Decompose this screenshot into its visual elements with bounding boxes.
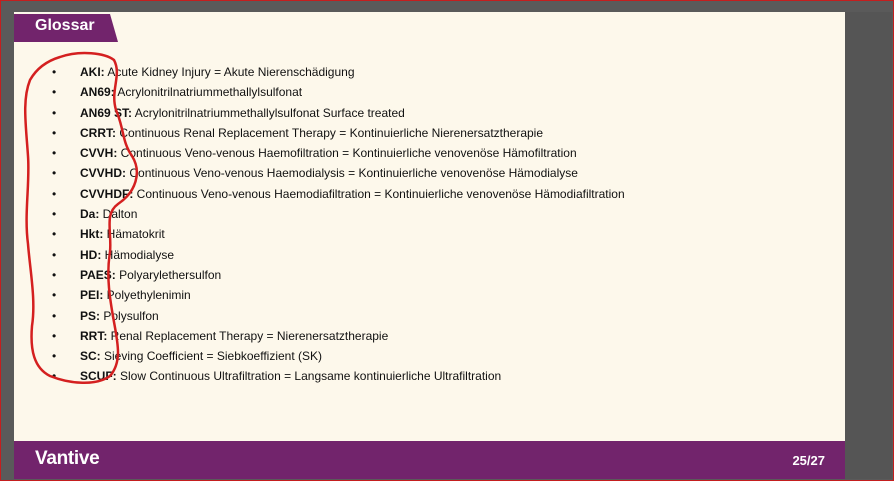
bullet: • <box>52 207 57 222</box>
glossary-definition: Acute Kidney Injury = Akute Nierenschädigung <box>104 65 355 79</box>
bullet: • <box>52 65 57 79</box>
glossary-definition: Continuous Veno-venous Haemofiltration = Kontinuierliche venovenöse Hämofiltration <box>117 146 577 161</box>
glossary-term: AN69: <box>80 85 115 100</box>
glossary-entry <box>80 123 543 143</box>
glossary-term: CVVH: <box>80 146 118 161</box>
glossary-definition: Renal Replacement Therapy = Nierenersatztherapie <box>107 328 389 343</box>
page-number: 25/27 <box>792 453 825 468</box>
glossary-entry <box>80 184 625 204</box>
glossary-term: HD: <box>80 247 102 262</box>
bullet: • <box>52 328 57 343</box>
bullet: • <box>52 247 57 262</box>
bullet: • <box>52 125 57 140</box>
glossary-definition: Continuous Renal Replacement Therapy = Kontinuierliche Nierenersatztherapie <box>116 125 544 140</box>
glossary-entry <box>80 62 355 82</box>
glossary-term: Hkt: <box>80 227 104 242</box>
side-panel <box>845 12 892 479</box>
glossary-definition: Slow Continuous Ultrafiltration = Langsame kontinuierliche Ultrafiltration <box>116 369 502 384</box>
glossary-term: RRT: <box>80 328 108 343</box>
glossary-entry <box>80 103 405 123</box>
bullet: • <box>52 85 57 100</box>
bullet: • <box>52 186 57 201</box>
glossary-entry <box>80 306 159 326</box>
glossary-entry <box>80 265 221 285</box>
bullet: • <box>52 166 57 181</box>
bullet: • <box>52 105 57 120</box>
glossary-definition: Acrylonitrilnatriummethallylsulfonat <box>114 85 303 100</box>
glossary-entry <box>80 204 137 224</box>
glossary-definition: Continuous Veno-venous Haemodiafiltration = Kontinuierliche venovenöse Hämodiafiltration <box>133 186 625 201</box>
glossary-entry <box>80 224 165 244</box>
glossary-definition: Polyethylenimin <box>103 288 191 303</box>
glossary-entry <box>80 366 501 386</box>
glossary-term: AKI: <box>80 65 105 79</box>
bullet: • <box>52 146 57 161</box>
bullet: • <box>52 308 57 323</box>
glossary-entry <box>80 163 578 183</box>
glossary-entry <box>80 143 577 163</box>
glossary-term: CVVHDF: <box>80 186 134 201</box>
bullet: • <box>52 227 57 242</box>
bullet: • <box>52 349 57 364</box>
glossary-entry <box>80 245 174 265</box>
glossary-definition: Polyarylethersulfon <box>115 267 222 282</box>
glossary-term: AN69 ST: <box>80 105 133 120</box>
glossary-entry <box>80 326 388 346</box>
glossary-term: CRRT: <box>80 125 116 140</box>
slide <box>14 12 845 479</box>
glossary-term: Da: <box>80 207 100 222</box>
glossary-definition: Polysulfon <box>100 308 159 323</box>
brand-logo: Vantive <box>35 448 100 469</box>
glossary-definition: Continuous Veno-venous Haemodialysis = Kontinuierliche venovenöse Hämodialyse <box>126 166 578 181</box>
glossary-term: PS: <box>80 308 101 323</box>
glossary-definition: Hämodialyse <box>101 247 175 262</box>
glossary-term: PAES: <box>80 267 116 282</box>
slide-footer <box>14 441 845 479</box>
bullet: • <box>52 267 57 282</box>
glossary-definition: Sieving Coefficient = Siebkoeffizient (SK) <box>100 349 323 364</box>
glossary-definition: Dalton <box>99 207 138 222</box>
glossary-term: PEI: <box>80 288 104 303</box>
glossary-term: CVVHD: <box>80 166 127 181</box>
glossary-definition: Hämatokrit <box>103 227 165 242</box>
bullet: • <box>52 369 57 384</box>
glossary-term: SCUF: <box>80 369 117 384</box>
glossary-entry <box>80 346 322 366</box>
slide-title: Glossar <box>35 17 95 34</box>
glossary-definition: Acrylonitrilnatriummethallylsulfonat Surface treated <box>132 105 405 120</box>
glossary-term: SC: <box>80 349 101 364</box>
bullet: • <box>52 288 57 303</box>
glossary-entry <box>80 82 302 102</box>
glossary-entry <box>80 285 191 305</box>
